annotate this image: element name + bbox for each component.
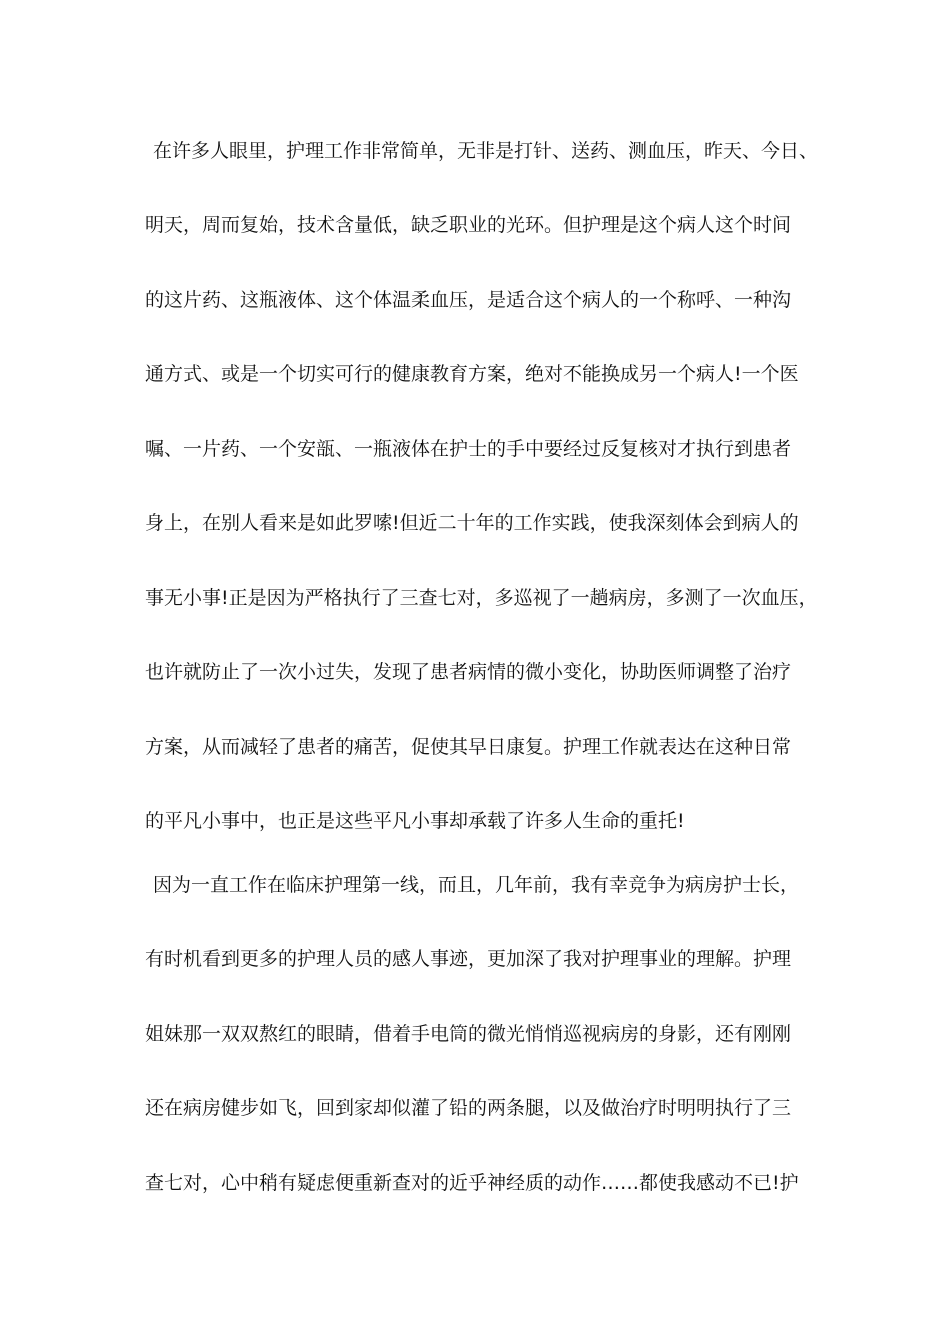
text-line: 查七对，心中稍有疑虑便重新查对的近乎神经质的动作……都使我感动不已!护 [145, 1172, 799, 1194]
text-line: 的这片药、这瓶液体、这个体温柔血压，是适合这个病人的一个称呼、一种沟 [145, 289, 792, 311]
text-line: 在许多人眼里，护理工作非常简单，无非是打针、送药、测血压，昨天、今日、 [153, 140, 819, 162]
text-line: 的平凡小事中，也正是这些平凡小事却承载了许多人生命的重托! [145, 810, 685, 832]
text-line: 事无小事!正是因为严格执行了三查七对，多巡视了一趟病房，多测了一次血压， [145, 587, 818, 609]
text-line: 通方式、或是一个切实可行的健康教育方案，绝对不能换成另一个病人!一个医 [145, 363, 799, 385]
text-line: 因为一直工作在临床护理第一线，而且，几年前，我有幸竞争为病房护士长， [153, 874, 800, 896]
text-line: 方案，从而减轻了患者的痛苦，促使其早日康复。护理工作就表达在这种日常 [145, 736, 792, 758]
text-line: 还在病房健步如飞，回到家却似灌了铅的两条腿，以及做治疗时明明执行了三 [145, 1097, 792, 1119]
text-line: 身上，在别人看来是如此罗嗦!但近二十年的工作实践，使我深刻体会到病人的 [145, 512, 799, 534]
text-line: 有时机看到更多的护理人员的感人事迹，更加深了我对护理事业的理解。护理 [145, 948, 792, 970]
text-line: 姐妹那一双双熬红的眼睛，借着手电筒的微光悄悄巡视病房的身影，还有刚刚 [145, 1023, 792, 1045]
text-line: 明天，周而复始，技术含量低，缺乏职业的光环。但护理是这个病人这个时间 [145, 214, 792, 236]
text-line: 嘱、一片药、一个安瓿、一瓶液体在护士的手中要经过反复核对才执行到患者 [145, 438, 792, 460]
text-line: 也许就防止了一次小过失，发现了患者病情的微小变化，协助医师调整了治疗 [145, 661, 792, 683]
